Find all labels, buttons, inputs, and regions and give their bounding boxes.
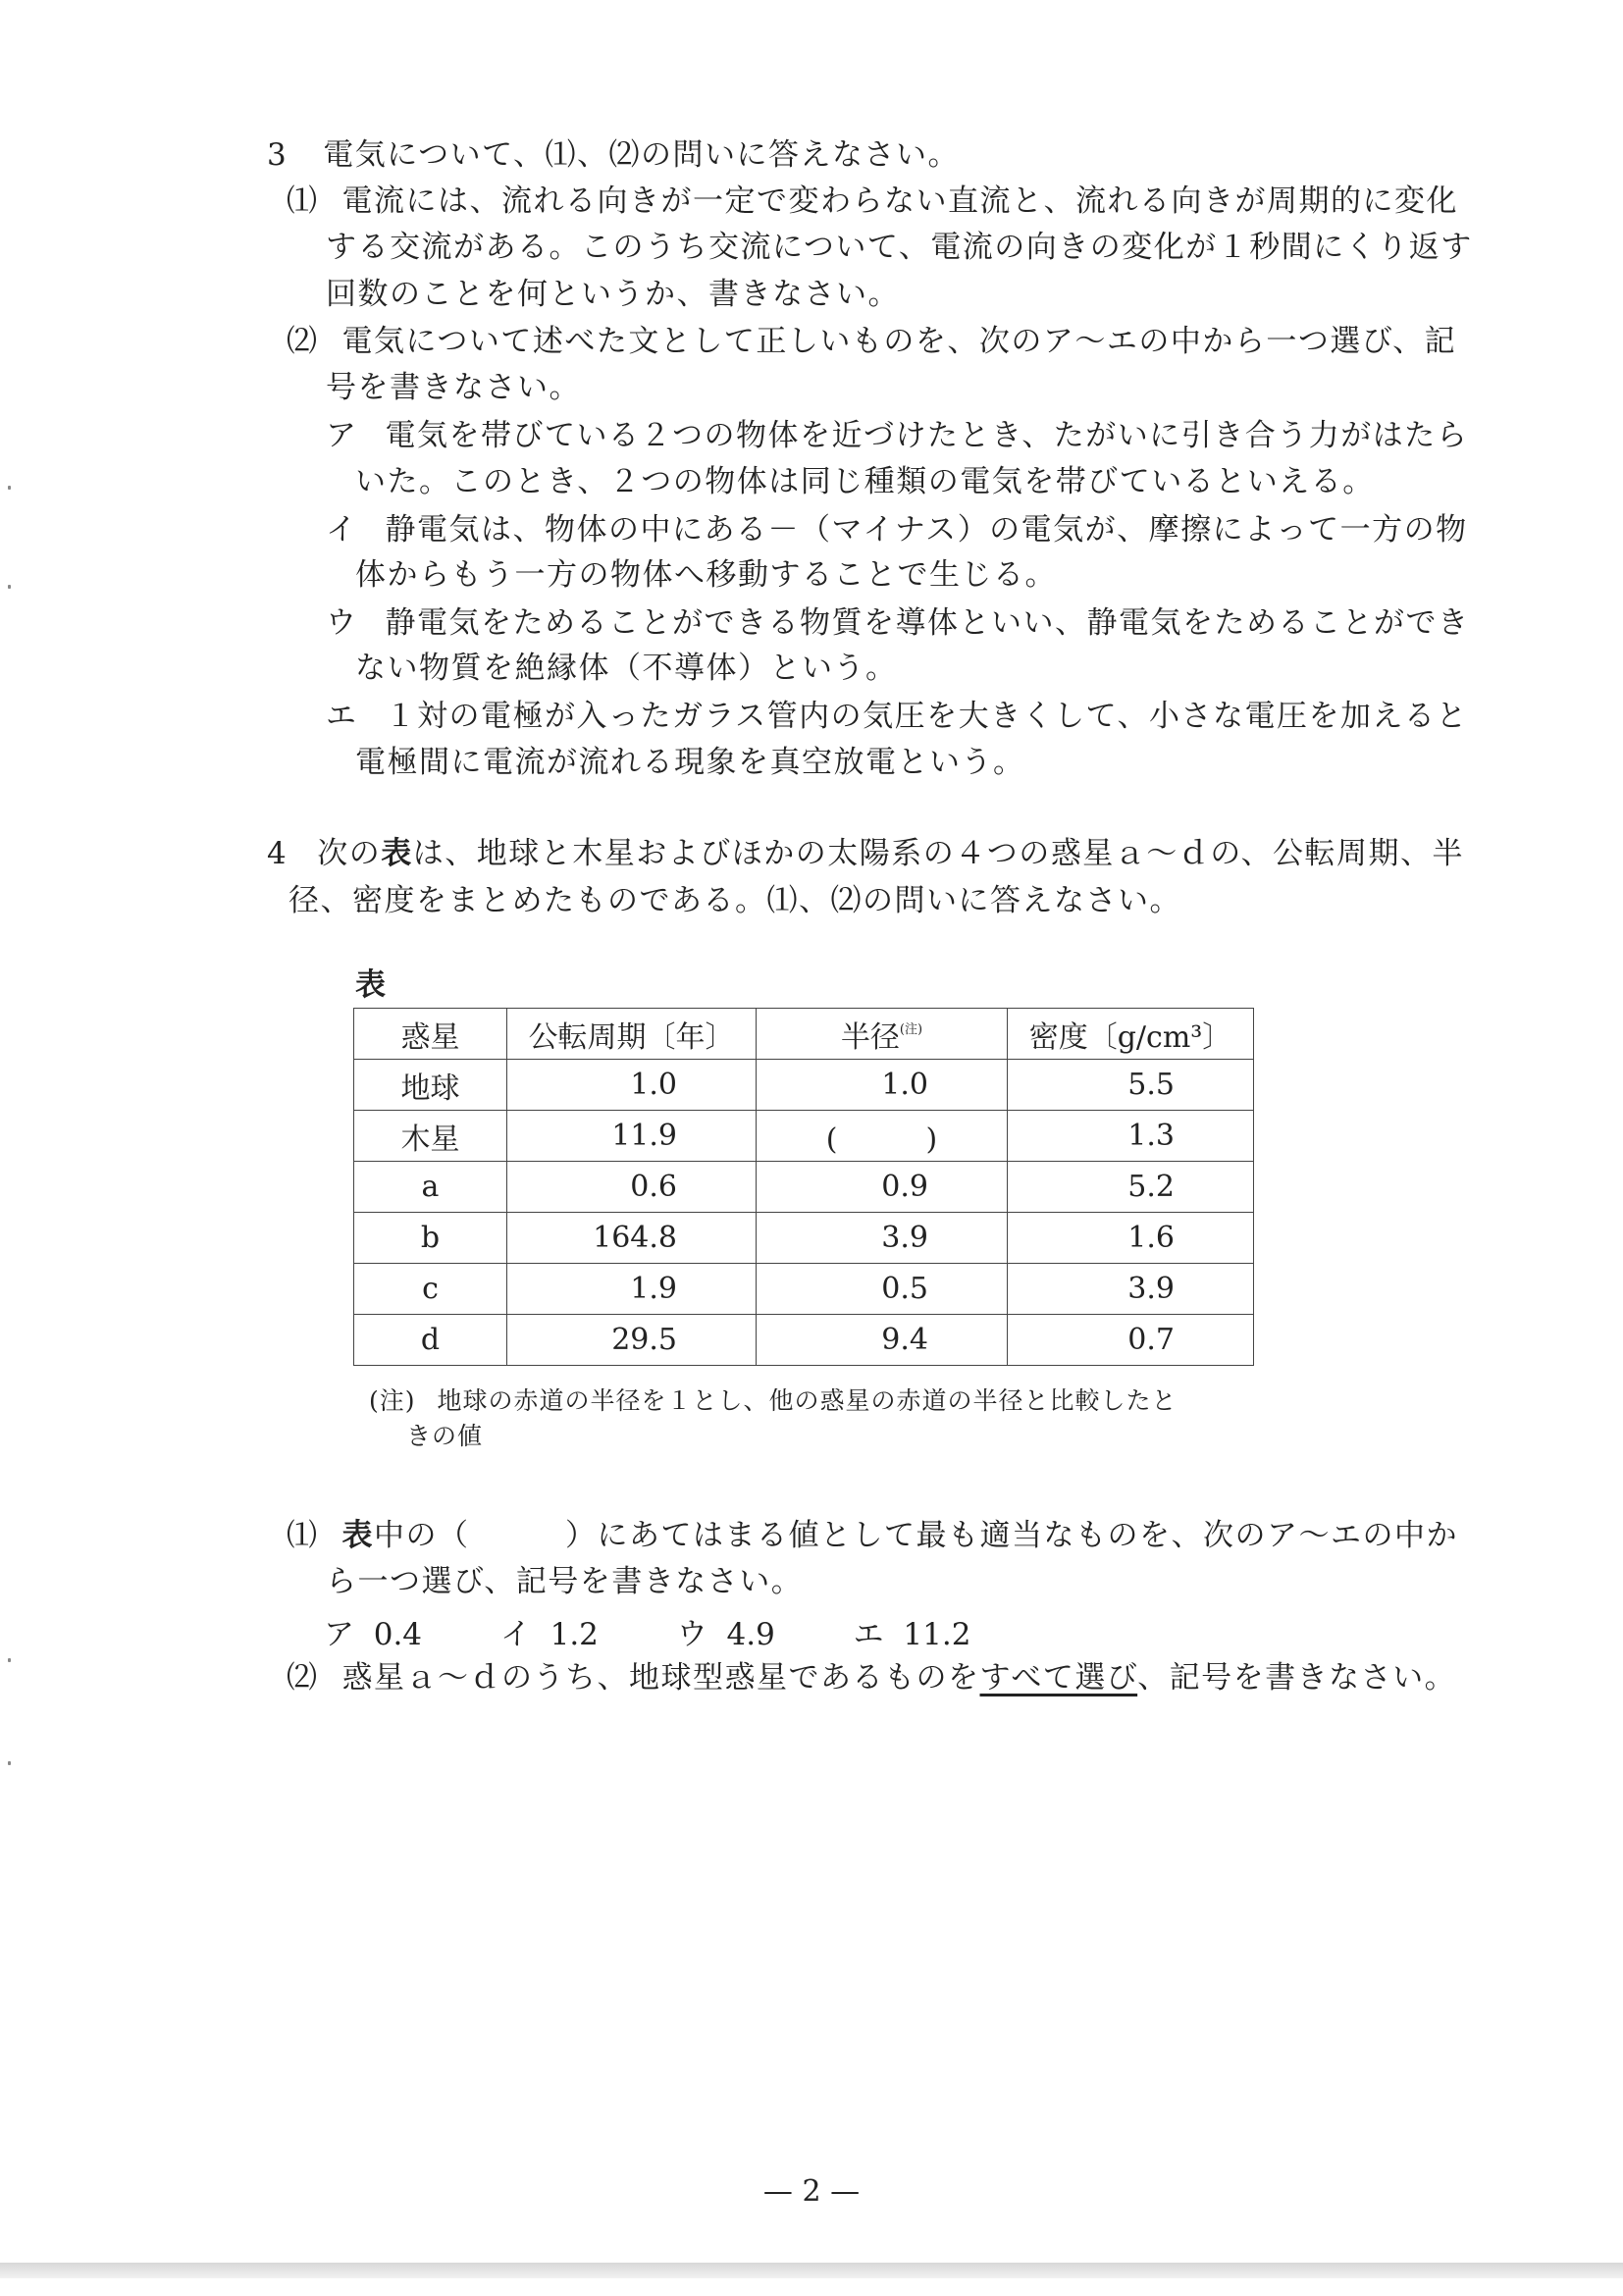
table-row bbox=[354, 1264, 1254, 1315]
header-period: 公転周期〔年〕 bbox=[507, 1009, 757, 1060]
option-a bbox=[326, 416, 1468, 455]
choice-value: 1.2 bbox=[550, 1617, 599, 1652]
table-row bbox=[354, 1162, 1254, 1213]
q4-sub1-line bbox=[287, 1516, 1458, 1555]
cell-planet: b bbox=[354, 1213, 507, 1264]
cell-period: 164.8 bbox=[507, 1213, 757, 1264]
table-row bbox=[354, 1060, 1254, 1111]
planet-table bbox=[353, 1008, 1254, 1366]
cell-planet: 地球 bbox=[354, 1060, 507, 1111]
sub-question-number: ⑴ bbox=[287, 183, 319, 219]
question-4-heading bbox=[267, 834, 1464, 873]
scan-speck bbox=[8, 1761, 11, 1765]
option-i bbox=[326, 510, 1468, 549]
question-text: 次の bbox=[317, 836, 382, 871]
sub-question-text: ら一つ選び、記号を書きなさい。 bbox=[326, 1564, 804, 1599]
sub-question-number: ⑵ bbox=[287, 324, 319, 359]
note-label: (注) bbox=[369, 1386, 416, 1415]
cell-planet: c bbox=[354, 1264, 507, 1315]
cell-planet: d bbox=[354, 1315, 507, 1366]
choice-label: エ bbox=[853, 1617, 884, 1652]
option-text: いた。このとき、２つの物体は同じ種類の電気を帯びているといえる。 bbox=[355, 464, 1375, 499]
option-label: イ bbox=[326, 512, 358, 548]
option-u bbox=[326, 603, 1470, 643]
table-row bbox=[354, 1111, 1254, 1162]
cell-density: 1.6 bbox=[1008, 1213, 1254, 1264]
cell-density: 3.9 bbox=[1008, 1264, 1254, 1315]
choice-a bbox=[324, 1609, 422, 1653]
choice-label: ウ bbox=[676, 1617, 707, 1652]
sub-question-number: ⑴ bbox=[287, 1518, 319, 1553]
q4-sub2-line bbox=[287, 1658, 1456, 1697]
cell-radius: 9.4 bbox=[757, 1315, 1008, 1366]
choice-value: 4.9 bbox=[726, 1617, 775, 1652]
cell-density: 5.2 bbox=[1008, 1162, 1254, 1213]
option-text: 電気を帯びている２つの物体を近づけたとき、たがいに引き合う力がはたら bbox=[385, 418, 1469, 453]
sub-question-text: する交流がある。このうち交流について、電流の向きの変化が１秒間にくり返す bbox=[326, 230, 1473, 265]
q3-sub2-line bbox=[287, 322, 1456, 361]
scan-speck bbox=[8, 486, 11, 490]
sub-question-text: 、記号を書きなさい。 bbox=[1137, 1660, 1457, 1696]
cell-radius: 0.9 bbox=[757, 1162, 1008, 1213]
table-title: 表 bbox=[355, 967, 386, 1003]
page-number: — 2 — bbox=[762, 2174, 861, 2209]
cell-density: 0.7 bbox=[1008, 1315, 1254, 1366]
choice-i bbox=[500, 1609, 599, 1653]
table-header-row bbox=[354, 1009, 1254, 1060]
table-row bbox=[354, 1213, 1254, 1264]
question-number: 3 bbox=[267, 137, 288, 173]
underlined-emphasis: すべて選び bbox=[979, 1660, 1138, 1696]
q3-sub1-line bbox=[287, 182, 1458, 221]
option-label: エ bbox=[326, 699, 358, 734]
choice-label: イ bbox=[499, 1617, 531, 1652]
cell-density: 1.3 bbox=[1008, 1111, 1254, 1162]
choice-label: ア bbox=[324, 1617, 354, 1652]
sub-question-text: 中の（ ）にあてはまる値として最も適当なものを、次のア～エの中か bbox=[374, 1518, 1458, 1553]
sub-question-text: 回数のことを何というか、書きなさい。 bbox=[326, 277, 900, 312]
choice-e bbox=[854, 1609, 971, 1653]
cell-planet: a bbox=[354, 1162, 507, 1213]
cell-period: 11.9 bbox=[507, 1111, 757, 1162]
option-text: ない物質を絶縁体（不導体）という。 bbox=[355, 651, 898, 686]
cell-density: 5.5 bbox=[1008, 1060, 1254, 1111]
choice-value: 11.2 bbox=[903, 1617, 971, 1652]
question-text: 電気について、⑴、⑵の問いに答えなさい。 bbox=[323, 137, 960, 173]
scan-speck bbox=[8, 1658, 11, 1662]
header-radius-text: 半径 bbox=[840, 1019, 900, 1055]
question-text: 径、密度をまとめたものである。⑴、⑵の問いに答えなさい。 bbox=[288, 883, 1181, 918]
sub-question-text: 電流には、流れる向きが一定で変わらない直流と、流れる向きが周期的に変化 bbox=[341, 183, 1458, 219]
cell-period: 1.9 bbox=[507, 1264, 757, 1315]
sub-question-number: ⑵ bbox=[287, 1660, 319, 1696]
cell-period: 29.5 bbox=[507, 1315, 757, 1366]
note-text: 地球の赤道の半径を１とし、他の惑星の赤道の半径と比較したと bbox=[437, 1386, 1178, 1415]
header-density: 密度〔g/cm³〕 bbox=[1008, 1009, 1254, 1060]
option-text: 静電気をためることができる物質を導体といい、静電気をためることができ bbox=[385, 605, 1470, 641]
answer-choices bbox=[324, 1609, 1039, 1653]
cell-planet: 木星 bbox=[354, 1111, 507, 1162]
cell-radius-blank: ( ) bbox=[757, 1111, 1008, 1162]
option-e bbox=[326, 697, 1468, 736]
cell-radius: 0.5 bbox=[757, 1264, 1008, 1315]
option-text: １対の電極が入ったガラス管内の気圧を大きくして、小さな電圧を加えると bbox=[385, 699, 1468, 734]
question-3-heading bbox=[267, 135, 960, 175]
question-number: 4 bbox=[267, 836, 288, 871]
choice-u bbox=[677, 1609, 775, 1653]
option-label: ア bbox=[326, 418, 358, 453]
header-planet: 惑星 bbox=[354, 1009, 507, 1060]
cell-radius: 3.9 bbox=[757, 1213, 1008, 1264]
option-text: 静電気は、物体の中にある－（マイナス）の電気が、摩擦によって一方の物 bbox=[385, 512, 1468, 548]
option-label: ウ bbox=[326, 605, 358, 641]
option-text: 電極間に電流が流れる現象を真空放電という。 bbox=[355, 745, 1025, 780]
option-text: 体からもう一方の物体へ移動することで生じる。 bbox=[355, 557, 1057, 593]
cell-period: 0.6 bbox=[507, 1162, 757, 1213]
choice-value: 0.4 bbox=[373, 1617, 423, 1652]
cell-period: 1.0 bbox=[507, 1060, 757, 1111]
table-row bbox=[354, 1315, 1254, 1366]
question-text-bold: 表 bbox=[381, 836, 413, 871]
table-note bbox=[369, 1383, 1178, 1419]
note-mark: (注) bbox=[899, 1021, 923, 1037]
scan-edge bbox=[0, 2263, 1623, 2278]
scan-speck bbox=[8, 585, 11, 589]
sub-question-text: 電気について述べた文として正しいものを、次のア～エの中から一つ選び、記 bbox=[341, 324, 1457, 359]
sub-question-text: 惑星ａ～ｄのうち、地球型惑星であるものを bbox=[341, 1660, 980, 1696]
cell-radius: 1.0 bbox=[757, 1060, 1008, 1111]
note-text: きの値 bbox=[406, 1422, 484, 1450]
sub-question-text: 号を書きなさい。 bbox=[326, 370, 581, 405]
question-text: は、地球と木星およびほかの太陽系の４つの惑星ａ～ｄの、公転周期、半 bbox=[412, 836, 1464, 871]
header-radius bbox=[757, 1009, 1008, 1060]
sub-question-text-bold: 表 bbox=[341, 1518, 374, 1553]
